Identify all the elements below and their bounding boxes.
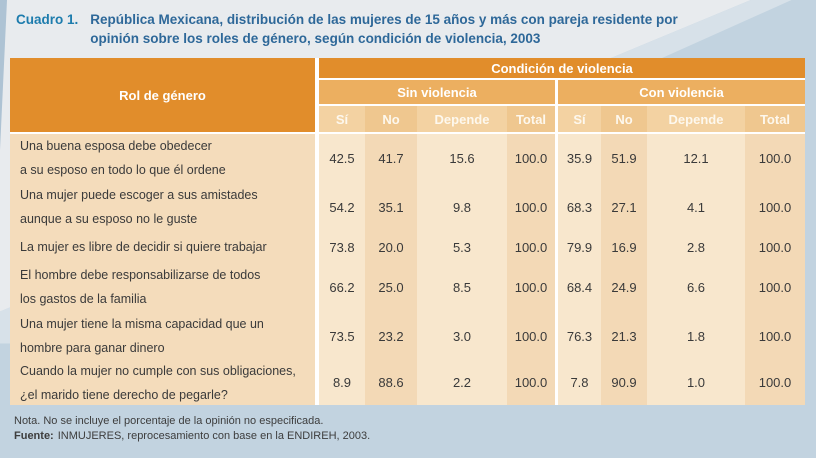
- column-header-depende-sin: Depende: [417, 106, 507, 134]
- cell-value: 7.8: [555, 360, 601, 405]
- cell-value: 100.0: [507, 312, 555, 360]
- cell-value: 24.9: [601, 262, 647, 312]
- cell-value: 100.0: [507, 232, 555, 262]
- row-label-line: los gastos de la familia: [20, 292, 147, 306]
- cell-value: 100.0: [745, 232, 805, 262]
- row-header-rol-de-genero: Rol de género: [10, 58, 315, 134]
- row-label-line: ¿el marido tiene derecho de pegarle?: [20, 387, 228, 402]
- cell-value: 20.0: [365, 232, 417, 262]
- cell-value: 6.6: [647, 262, 745, 312]
- row-label: [10, 182, 315, 232]
- cell-value: 35.1: [365, 182, 417, 232]
- cell-value: 100.0: [507, 262, 555, 312]
- cell-value: 100.0: [745, 360, 805, 405]
- source-line: [14, 429, 370, 444]
- row-label-line: Una buena esposa debe obedecer: [20, 139, 212, 153]
- row-label-line: a su esposo en todo lo que él ordene: [20, 163, 226, 177]
- cell-value: 35.9: [555, 134, 601, 182]
- cell-value: 100.0: [507, 360, 555, 405]
- cell-value: 5.3: [417, 232, 507, 262]
- column-header-no-sin: No: [365, 106, 417, 134]
- cell-value: 73.8: [315, 232, 365, 262]
- row-label: [10, 360, 315, 405]
- table-title: [16, 10, 678, 48]
- cell-value: 42.5: [315, 134, 365, 182]
- cell-value: 76.3: [555, 312, 601, 360]
- row-label: [10, 312, 315, 360]
- cell-value: 8.9: [315, 360, 365, 405]
- cell-value: 54.2: [315, 182, 365, 232]
- cell-value: 1.8: [647, 312, 745, 360]
- table-number-label: Cuadro 1.: [16, 12, 79, 27]
- row-label: [10, 134, 315, 182]
- cell-value: 27.1: [601, 182, 647, 232]
- row-label-line: aunque a su esposo no le guste: [20, 212, 198, 226]
- column-header-depende-con: Depende: [647, 106, 745, 134]
- row-label-line: Cuando la mujer no cumple con sus obligaciones,: [20, 363, 296, 378]
- cell-value: 8.5: [417, 262, 507, 312]
- cell-value: 51.9: [601, 134, 647, 182]
- cell-value: 9.8: [417, 182, 507, 232]
- cell-value: 68.4: [555, 262, 601, 312]
- cell-value: 100.0: [507, 182, 555, 232]
- row-label-line: Una mujer tiene la misma capacidad que un: [20, 317, 264, 331]
- cell-value: 100.0: [745, 312, 805, 360]
- cell-value: 15.6: [417, 134, 507, 182]
- cell-value: 73.5: [315, 312, 365, 360]
- cell-value: 41.7: [365, 134, 417, 182]
- title-line-2: opinión sobre los roles de género, según condición de violencia, 2003: [90, 31, 541, 46]
- cell-value: 100.0: [745, 182, 805, 232]
- group-header-condicion-de-violencia: Condición de violencia: [315, 58, 805, 80]
- column-header-si-sin: Sí: [315, 106, 365, 134]
- table-title-text: [90, 10, 677, 48]
- cell-value: 100.0: [745, 262, 805, 312]
- cell-value: 100.0: [507, 134, 555, 182]
- cell-value: 21.3: [601, 312, 647, 360]
- row-label: [10, 262, 315, 312]
- cell-value: 68.3: [555, 182, 601, 232]
- group-header-con-violencia: Con violencia: [555, 80, 805, 106]
- row-label-line: Una mujer puede escoger a sus amistades: [20, 188, 258, 202]
- source-text: INMUJERES, reprocesamiento con base en la ENDIREH, 2003.: [57, 430, 371, 442]
- cell-value: 2.2: [417, 360, 507, 405]
- data-table: [10, 58, 805, 405]
- cell-value: 12.1: [647, 134, 745, 182]
- cell-value: 90.9: [601, 360, 647, 405]
- cell-value: 66.2: [315, 262, 365, 312]
- row-label: [10, 232, 315, 262]
- column-header-no-con: No: [601, 106, 647, 134]
- footer-notes: [14, 414, 370, 444]
- title-line-1: República Mexicana, distribución de las mujeres de 15 años y más con pareja residente por: [90, 12, 678, 27]
- cell-value: 4.1: [647, 182, 745, 232]
- cell-value: 2.8: [647, 232, 745, 262]
- cell-value: 79.9: [555, 232, 601, 262]
- row-label-line: hombre para ganar dinero: [20, 341, 165, 355]
- column-header-total-con: Total: [745, 106, 805, 134]
- source-label: Fuente:: [14, 430, 54, 442]
- cell-value: 100.0: [745, 134, 805, 182]
- cell-value: 25.0: [365, 262, 417, 312]
- cell-value: 1.0: [647, 360, 745, 405]
- row-label-line: El hombre debe responsabilizarse de todos: [20, 268, 261, 282]
- cell-value: 23.2: [365, 312, 417, 360]
- note-line: Nota. No se incluye el porcentaje de la opinión no especificada.: [14, 415, 324, 427]
- column-header-total-sin: Total: [507, 106, 555, 134]
- cell-value: 88.6: [365, 360, 417, 405]
- column-header-si-con: Sí: [555, 106, 601, 134]
- cell-value: 3.0: [417, 312, 507, 360]
- cell-value: 16.9: [601, 232, 647, 262]
- row-label-line: La mujer es libre de decidir si quiere trabajar: [20, 240, 267, 254]
- group-header-sin-violencia: Sin violencia: [315, 80, 555, 106]
